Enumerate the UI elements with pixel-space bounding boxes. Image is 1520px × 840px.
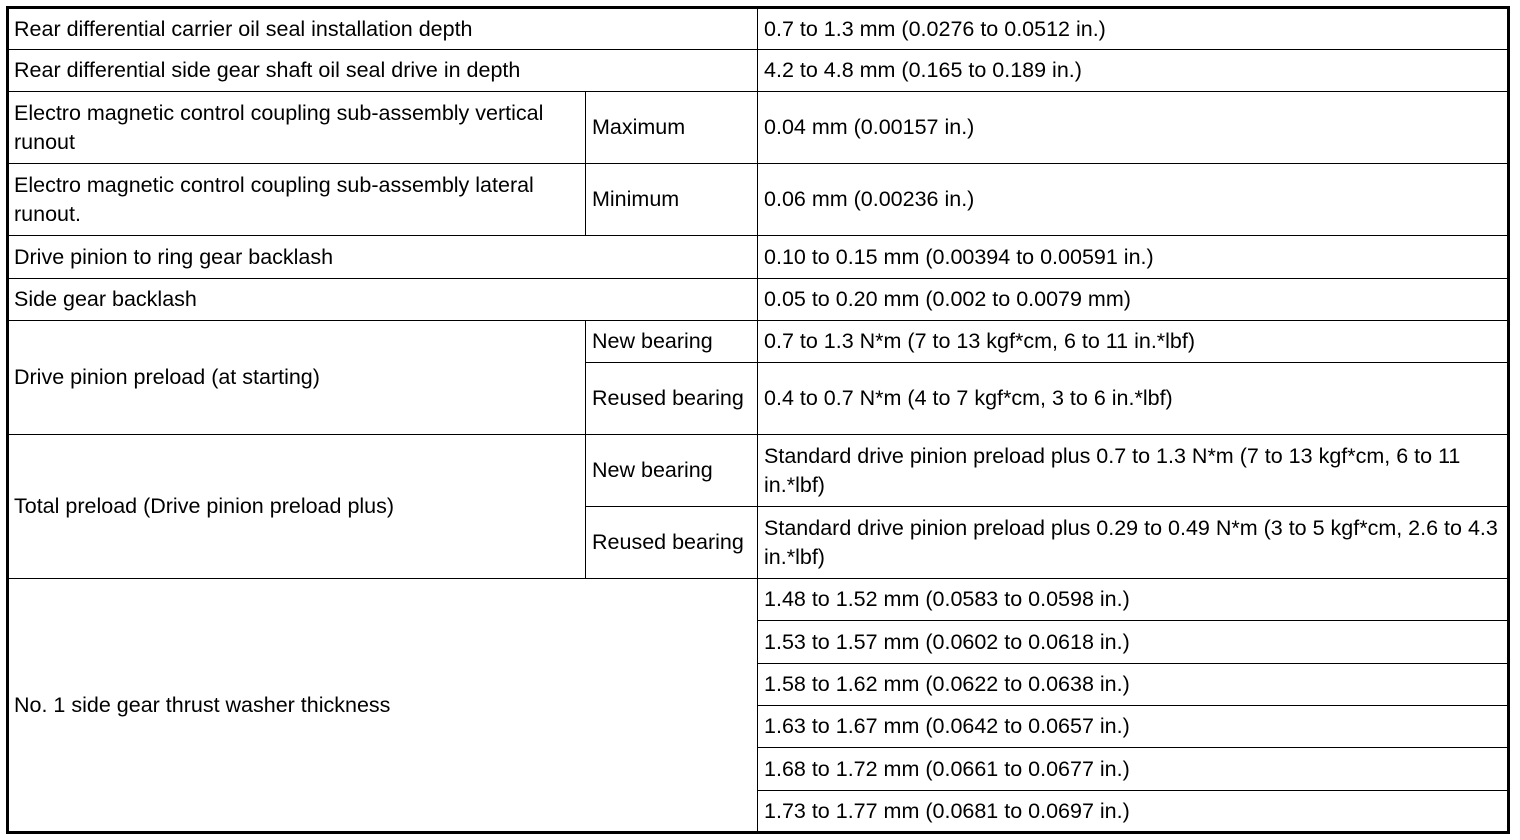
spec-condition: Minimum: [586, 164, 758, 236]
spec-value: 0.7 to 1.3 mm (0.0276 to 0.0512 in.): [758, 8, 1509, 50]
spec-condition: Maximum: [586, 92, 758, 164]
table-row: [8, 579, 1509, 621]
table-row: [8, 8, 1509, 50]
spec-condition: Reused bearing: [586, 507, 758, 579]
spec-value: 0.06 mm (0.00236 in.): [758, 164, 1509, 236]
spec-value: 1.68 to 1.72 mm (0.0661 to 0.0677 in.): [758, 748, 1509, 791]
table-row: [8, 92, 1509, 164]
spec-value: Standard drive pinion preload plus 0.7 to 1.3 N*m (7 to 13 kgf*cm, 6 to 11 in.*lbf): [758, 435, 1509, 507]
table-row: [8, 321, 1509, 363]
table-row: [8, 435, 1509, 507]
spec-item-label: Total preload (Drive pinion preload plus): [8, 435, 586, 579]
spec-value: Standard drive pinion preload plus 0.29 to 0.49 N*m (3 to 5 kgf*cm, 2.6 to 4.3 in.*lbf): [758, 507, 1509, 579]
spec-item-label: Drive pinion preload (at starting): [8, 321, 586, 435]
table-row: [8, 164, 1509, 236]
specification-table: [6, 6, 1510, 834]
spec-item-label: Side gear backlash: [8, 279, 758, 321]
spec-value: 0.04 mm (0.00157 in.): [758, 92, 1509, 164]
spec-item-label: Rear differential side gear shaft oil seal drive in depth: [8, 50, 758, 92]
table-row: [8, 279, 1509, 321]
spec-item-label: Electro magnetic control coupling sub-assembly vertical runout: [8, 92, 586, 164]
spec-value: 4.2 to 4.8 mm (0.165 to 0.189 in.): [758, 50, 1509, 92]
table-row: [8, 50, 1509, 92]
spec-value: 1.63 to 1.67 mm (0.0642 to 0.0657 in.): [758, 706, 1509, 748]
spec-value: 0.7 to 1.3 N*m (7 to 13 kgf*cm, 6 to 11 in.*lbf): [758, 321, 1509, 363]
spec-value: 0.10 to 0.15 mm (0.00394 to 0.00591 in.): [758, 236, 1509, 279]
spec-value: 0.4 to 0.7 N*m (4 to 7 kgf*cm, 3 to 6 in.*lbf): [758, 363, 1509, 435]
spec-value: 1.53 to 1.57 mm (0.0602 to 0.0618 in.): [758, 621, 1509, 664]
spec-condition: New bearing: [586, 435, 758, 507]
spec-value: 1.73 to 1.77 mm (0.0681 to 0.0697 in.): [758, 791, 1509, 833]
spec-value: 1.48 to 1.52 mm (0.0583 to 0.0598 in.): [758, 579, 1509, 621]
spec-condition: Reused bearing: [586, 363, 758, 435]
spec-value: 1.58 to 1.62 mm (0.0622 to 0.0638 in.): [758, 664, 1509, 706]
spec-item-label: Electro magnetic control coupling sub-assembly lateral runout.: [8, 164, 586, 236]
spec-condition: New bearing: [586, 321, 758, 363]
spec-item-label: Rear differential carrier oil seal installation depth: [8, 8, 758, 50]
table-row: [8, 236, 1509, 279]
spec-item-label: No. 1 side gear thrust washer thickness: [8, 579, 758, 833]
spec-item-label: Drive pinion to ring gear backlash: [8, 236, 758, 279]
spec-value: 0.05 to 0.20 mm (0.002 to 0.0079 mm): [758, 279, 1509, 321]
